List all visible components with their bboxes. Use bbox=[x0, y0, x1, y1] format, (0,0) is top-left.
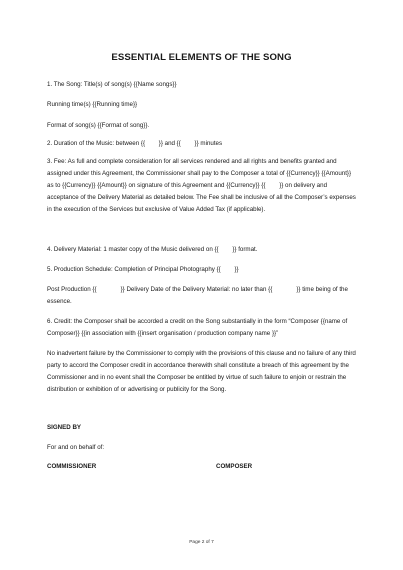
on-behalf-line: For and on behalf of: bbox=[47, 444, 105, 451]
fee-paragraph: 3. Fee: As full and complete consideration for all services rendered and all rights and benefits granted and assigned under this Agreement, the Commissioner shall pay to the Composer a total of {{Currency}} {{Amount}} as to {{Currency}} {{Amount}} on signature of this Agreement and {{Currency}} {{ }} on delivery and acceptance of the Delivery Material as detailed below. The Fee shall be inclusive of all the Composer’s expenses in the execution of the Services but exclusive of Value Added Tax (if applicable). bbox=[47, 158, 358, 213]
duration-line: 2. Duration of the Music: between {{ }} and {{ }} minutes bbox=[47, 140, 223, 147]
format-line: Format of song(s) {{Format of song}}. bbox=[47, 122, 150, 129]
document-title: ESSENTIAL ELEMENTS OF THE SONG bbox=[111, 52, 292, 63]
page-number: Page 2 of 7 bbox=[189, 540, 214, 545]
song-title-line: 1. The Song: Title(s) of song(s) {{Name songs}} bbox=[47, 81, 177, 88]
composer-label: COMPOSER bbox=[216, 463, 253, 470]
credit-paragraph: 6. Credit: the Composer shall be accorded a credit on the Song substantially in the form “Composer {{name of Composer}} {{in association with {{insert organisation / production company name }}” bbox=[47, 318, 349, 337]
production-schedule-line: 5. Production Schedule: Completion of Principal Photography {{ }} bbox=[47, 266, 239, 273]
running-time-line: Running time(s) {{Running time}} bbox=[47, 101, 138, 108]
failure-paragraph: No inadvertent failure by the Commissioner to comply with the provisions of this clause and no failure of any third party to accord the Composer credit in accordance therewith shall constitute a breach of this agreement by the Commissioner and in no event shall the Composer be entitled by virtue of such failure to enjoin or restrain the distribution or exhibition of or advertising or publicity for the Song. bbox=[47, 350, 358, 393]
delivery-material-line: 4. Delivery Material: 1 master copy of the Music delivered on {{ }} format. bbox=[47, 246, 258, 253]
commissioner-label: COMMISSIONER bbox=[47, 463, 97, 470]
post-production-paragraph: Post Production {{ }} Delivery Date of the Delivery Material: no later than {{ }} time being of the essence. bbox=[47, 286, 350, 305]
signed-by-heading: SIGNED BY bbox=[47, 424, 82, 431]
